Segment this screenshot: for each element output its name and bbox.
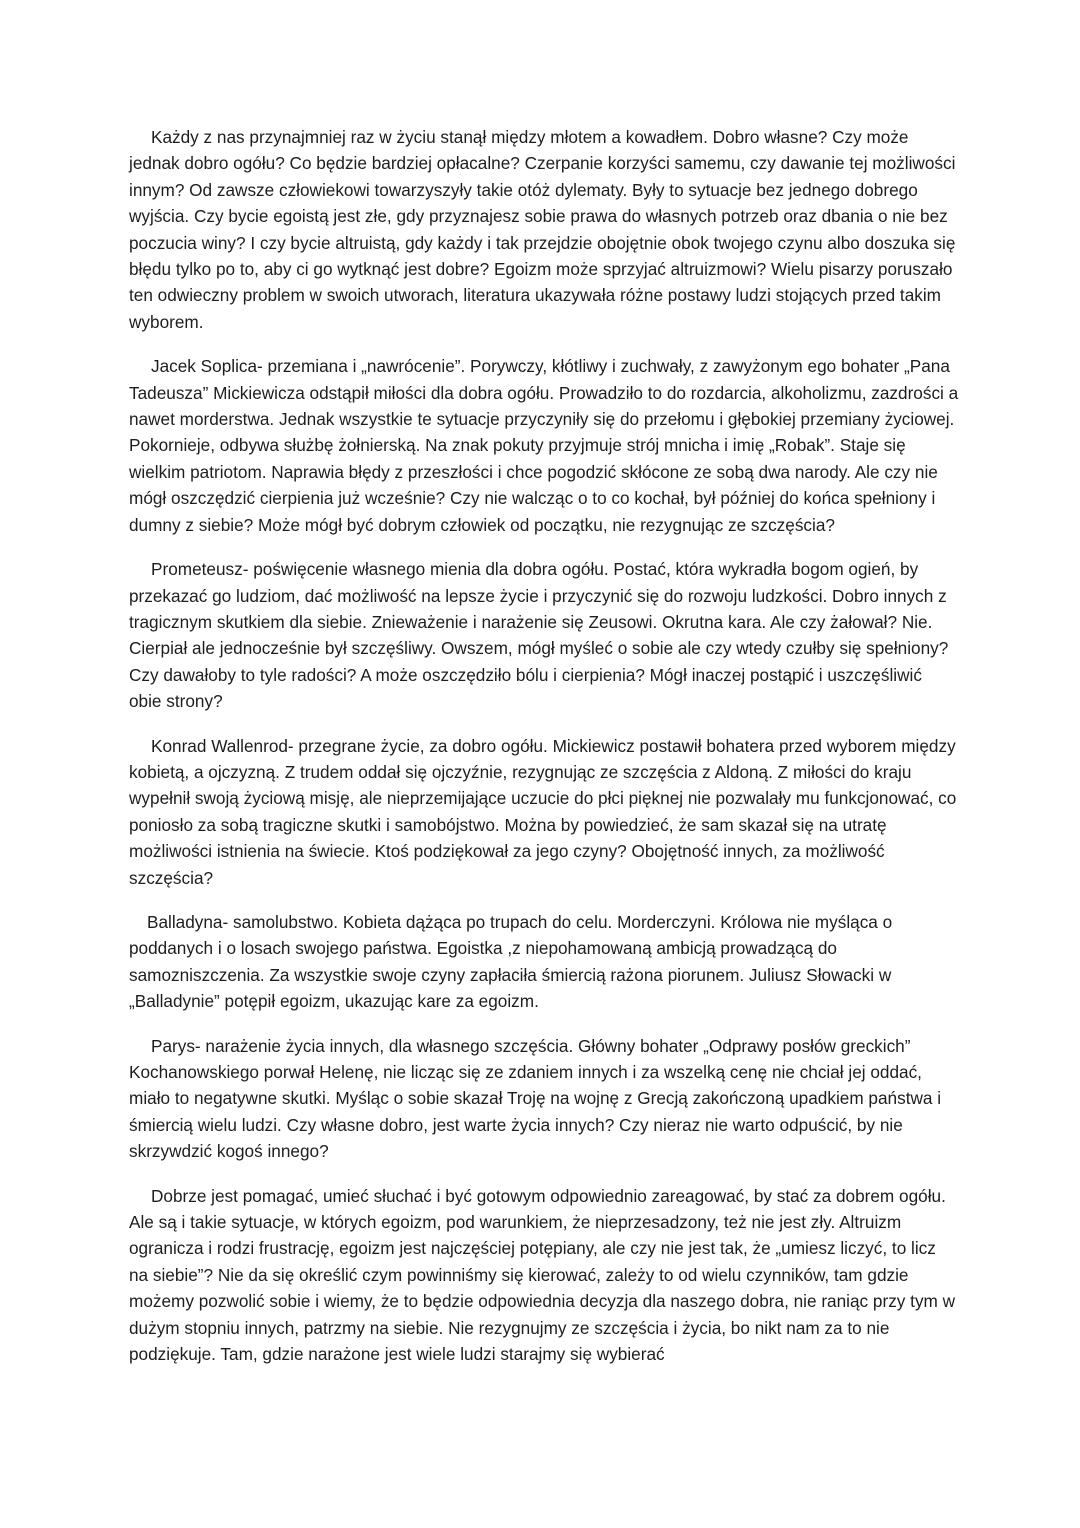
paragraph-intro: Każdy z nas przynajmniej raz w życiu stanął między młotem a kowadłem. Dobro własne? Czy może jednak dobro ogółu? Co będzie bardziej opłacalne? Czerpanie korzyści samemu, czy dawanie tej możliwości innym? Od zawsze człowiekowi towarzyszyły takie otóż dylematy. Były to sytuacje bez jednego dobrego wyjścia. Czy bycie egoistą jest złe, gdy przyznajesz sobie prawa do własnych potrzeb oraz dbania o nie bez poczucia winy? I czy bycie altruistą, gdy każdy i tak przejdzie obojętnie obok twojego czynu albo doszuka się błędu tylko po to, aby ci go wytknąć jest dobre? Egoizm może sprzyjać altruizmowi? Wielu pisarzy poruszało ten odwieczny problem w swoich utworach, literatura ukazywała różne postawy ludzi stojących przed takim wyborem. [129, 127, 956, 332]
paragraph-conclusion: Dobrze jest pomagać, umieć słuchać i być gotowym odpowiednio zareagować, by stać za dobrem ogółu. Ale są i takie sytuacje, w których egoizm, pod warunkiem, że nieprzesadzony, też nie jest zły. Altruizm ogranicza i rodzi frustrację, egoizm jest najczęściej potępiany, ale czy nie jest tak, że „umiesz liczyć, to licz na siebie”? Nie da się określić czym powinniśmy się kierować, zależy to od wielu czynników, tam gdzie możemy pozwolić sobie i wiemy, że to będzie odpowiednia decyzja dla naszego dobra, nie raniąc przy tym w dużym stopniu innych, patrzmy na siebie. Nie rezygnujmy ze szczęścia i życia, bo nikt nam za to nie podziękuje. Tam, gdzie narażone jest wiele ludzi starajmy się wybierać [129, 1185, 956, 1365]
paragraph-konrad-wallenrod: Konrad Wallenrod- przegrane życie, za dobro ogółu. Mickiewicz postawił bohatera przed wyborem między kobietą, a ojczyzną. Z trudem oddał się ojczyźnie, rezygnując ze szczęścia z Aldoną. Z miłości do kraju wypełnił swoją życiową misję, ale nieprzemijające uczucie do płci pięknej nie pozwalały mu funkcjonować, co poniosło za sobą tragiczne skutki i samobójstwo. Można by powiedzieć, że sam skazał się na utratę możliwości istnienia na świecie. Ktoś podziękował za jego czyny? Obojętność innych, za możliwość szczęścia? [129, 735, 957, 888]
essay-body [129, 124, 959, 1367]
paragraph-prometeusz: Prometeusz- poświęcenie własnego mienia dla dobra ogółu. Postać, która wykradła bogom ogień, by przekazać go ludziom, dać możliwość na lepsze życie i przyczynić się do rozwoju ludzkości. Dobro innych z tragicznym skutkiem dla siebie. Znieważenie i narażenie się Zeusowi. Okrutna kara. Ale czy żałował? Nie. Cierpiał ale jednocześnie był szczęśliwy. Owszem, mógł myśleć o sobie ale czy wtedy czułby się spełniony? Czy dawałoby to tyle radości? A może oszczędziło bólu i cierpienia? Mógł inaczej postąpić i uszczęśliwić obie strony? [129, 559, 949, 712]
paragraph-balladyna: Balladyna- samolubstwo. Kobieta dążąca po trupach do celu. Morderczyni. Królowa nie myśląca o poddanych i o losach swojego państwa. Egoistka ,z niepohamowaną ambicją prowadzącą do samozniszczenia. Za wszystkie swoje czyny zapłaciła śmiercią rażona piorunem. Juliusz Słowacki w „Balladynie” potępił egoizm, ukazując kare za egoizm. [129, 911, 893, 1012]
paragraph-jacek-soplica: Jacek Soplica- przemiana i „nawrócenie”. Porywczy, kłótliwy i zuchwały, z zawyżonym ego bohater „Pana Tadeusza” Mickiewicza odstąpił miłości dla dobra ogółu. Prowadziło to do rozdarcia, alkoholizmu, zazdrości a nawet morderstwa. Jednak wszystkie te sytuacje przyczyniły się do przełomu i głębokiej przemiany życiowej. Pokornieje, odbywa służbę żołnierską. Na znak pokuty przyjmuje strój mnicha i imię „Robak”. Staje się wielkim patriotom. Naprawia błędy z przeszłości i chce pogodzić skłócone ze sobą dwa narody. Ale czy nie mógł oszczędzić cierpienia już wcześnie? Czy nie walcząc o to co kochał, był później do końca spełniony i dumny z siebie? Może mógł być dobrym człowiek od początku, nie rezygnując ze szczęścia? [129, 356, 959, 535]
paragraph-parys: Parys- narażenie życia innych, dla własnego szczęścia. Główny bohater „Odprawy posłów greckich” Kochanowskiego porwał Helenę, nie licząc się ze zdaniem innych i za wszelką cenę nie chciał jej oddać, miało to negatywne skutki. Myśląc o sobie skazał Troję na wojnę z Grecją zakończoną upadkiem państwa i śmiercią wielu ludzi. Czy własne dobro, jest warte życia innych? Czy nieraz nie warto odpuścić, by nie skrzywdzić kogoś innego? [129, 1035, 942, 1162]
